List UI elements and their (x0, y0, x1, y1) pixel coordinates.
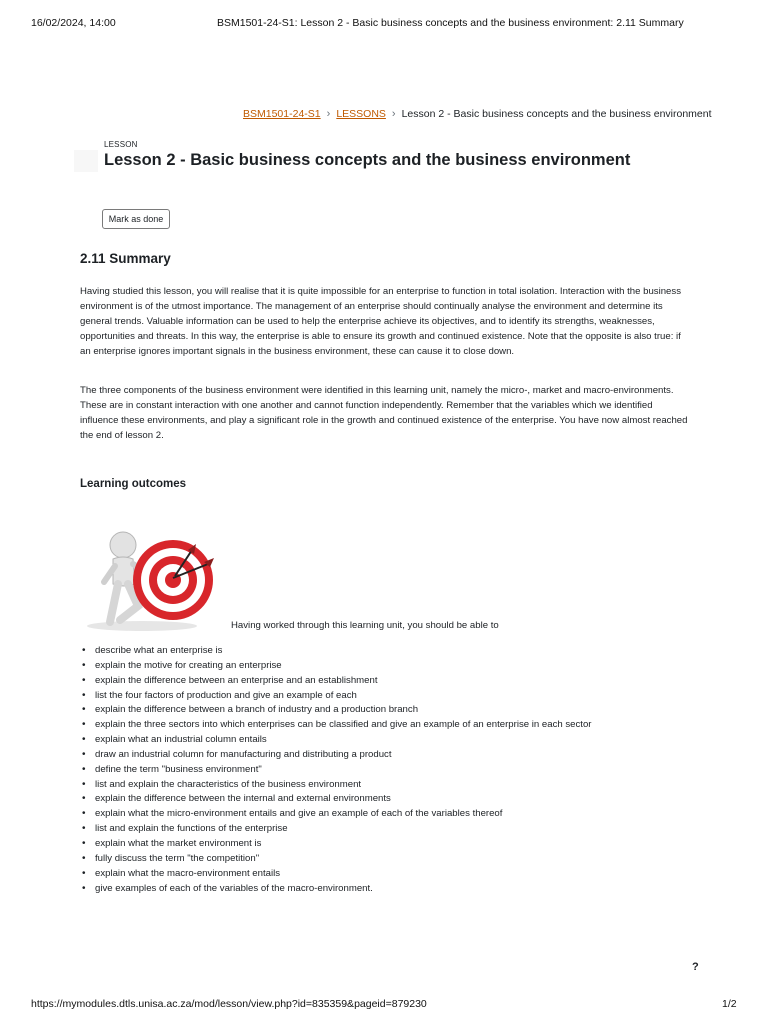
chevron-right-icon: › (391, 108, 396, 120)
summary-paragraph: Having studied this lesson, you will realise that it is quite impossible for an enterprise to function in total isolation. Interaction with the business environment is of the utmost importance. The management of an enterprise should continually analyse the environment and determine its general trends. Valuable information can be used to help the enterprise achieve its objectives, and to identify its strengths, weaknesses, opportunities and threats. In this way, the enterprise is able to ensure its growth and continued existence. Note that the opposite is also true: if an enterprise ignores important signals in the business environment, these can cause it to close down. (80, 286, 681, 357)
breadcrumb (243, 108, 712, 120)
breadcrumb-lessons-link[interactable]: LESSONS (336, 108, 386, 120)
list-item: • explain what the market environment is (95, 837, 735, 852)
help-button[interactable]: ? (692, 961, 699, 973)
print-title: BSM1501-24-S1: Lesson 2 - Basic business concepts and the business environment: 2.11 Summary (217, 17, 684, 29)
list-item: • explain the difference between a branch of industry and a production branch (95, 703, 735, 718)
chevron-right-icon: › (326, 108, 331, 120)
list-item: • draw an industrial column for manufacturing and distributing a product (95, 748, 735, 763)
list-item: • give examples of each of the variables of the macro-environment. (95, 882, 735, 897)
breadcrumb-current: Lesson 2 - Basic business concepts and the business environment (401, 108, 712, 120)
outcomes-intro: Having worked through this learning unit, you should be able to (231, 620, 499, 631)
list-item: • explain what the micro-environment entails and give an example of each of the variables thereof (95, 807, 735, 822)
list-item: • explain the three sectors into which enterprises can be classified and give an example of an enterprise in each sector (95, 718, 735, 733)
list-item: • explain what the macro-environment entails (95, 867, 735, 882)
list-item: • explain the difference between an enterprise and an establishment (95, 674, 735, 689)
list-item: • explain what an industrial column entails (95, 733, 735, 748)
list-item: • fully discuss the term "the competition" (95, 852, 735, 867)
breadcrumb-course-link[interactable]: BSM1501-24-S1 (243, 108, 321, 120)
target-with-figure-icon (80, 522, 230, 634)
learning-outcomes-heading: Learning outcomes (80, 478, 187, 490)
list-item: • define the term "business environment" (95, 763, 735, 778)
page-pretitle: LESSON (104, 140, 138, 149)
list-item: • explain the motive for creating an enterprise (95, 659, 735, 674)
summary-paragraph: The three components of the business environment were identified in this learning unit, namely the micro-, market and macro-environments. These are in constant interaction with one another and cannot function independently. Remember that the variables which we identified influence these environments, and play a significant role in the growth and continued existence of the enterprise. You have now almost reached the end of lesson 2. (80, 385, 688, 441)
mark-as-done-button[interactable]: Mark as done (102, 209, 170, 229)
section-heading: 2.11 Summary (80, 251, 171, 266)
list-item: • list and explain the functions of the enterprise (95, 822, 735, 837)
list-item: • describe what an enterprise is (95, 644, 735, 659)
activity-icon (74, 150, 98, 172)
print-url: https://mymodules.dtls.unisa.ac.za/mod/lesson/view.php?id=835359&pageid=879230 (31, 998, 427, 1010)
learning-outcomes-list (80, 644, 735, 896)
list-item: • list the four factors of production and give an example of each (95, 689, 735, 704)
list-item: • explain the difference between the internal and external environments (95, 792, 735, 807)
print-date: 16/02/2024, 14:00 (31, 17, 116, 29)
list-item: • list and explain the characteristics of the business environment (95, 778, 735, 793)
page-title: Lesson 2 - Basic business concepts and the business environment (104, 151, 631, 169)
print-page-number: 1/2 (722, 998, 737, 1010)
